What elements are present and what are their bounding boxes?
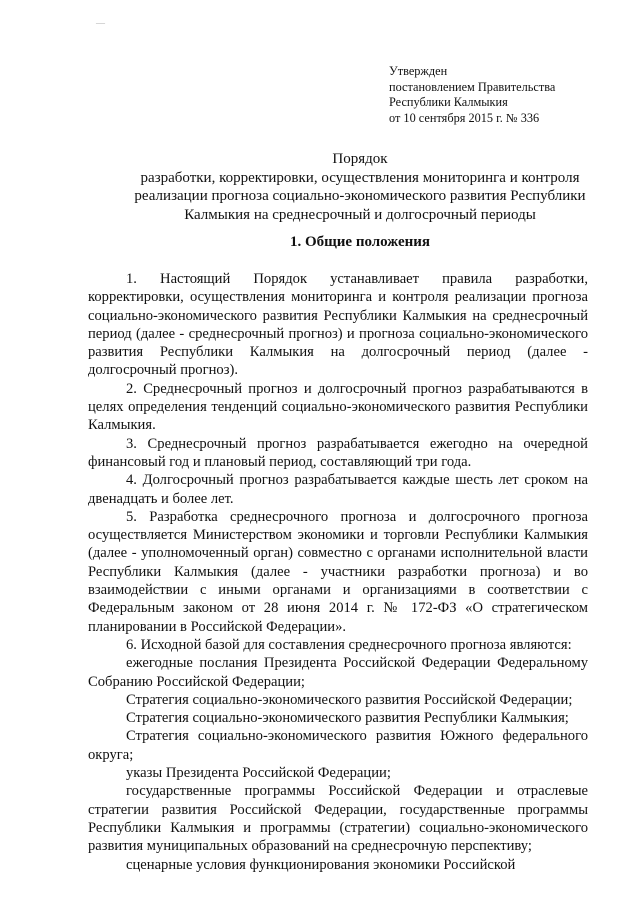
title-line: реализации прогноза социально-экономического развития Республики	[134, 188, 586, 204]
approval-line: Утвержден	[389, 64, 448, 78]
list-item: Стратегия социально-экономического развития Российской Федерации;	[126, 691, 573, 708]
paragraph: 4. Долгосрочный прогноз разрабатывается каждые шесть лет сроком на двенадцать и более лет.	[88, 472, 588, 507]
list-item: указы Президента Российской Федерации;	[126, 765, 391, 782]
list-item: ежегодные послания Президента Российской Федерации Федеральному Собранию Российской Федерации;	[88, 655, 588, 690]
paragraph: 3. Среднесрочный прогноз разрабатывается ежегодно на очередной финансовый год и плановый период, составляющий три года.	[88, 435, 588, 470]
list-item: Стратегия социально-экономического развития Республики Калмыкия;	[126, 710, 569, 727]
document-body	[88, 270, 588, 874]
list-item: сценарные условия функционирования экономики Российской	[126, 856, 516, 873]
approval-block	[389, 64, 629, 126]
list-item: Стратегия социально-экономического развития Южного федерального округа;	[88, 728, 588, 763]
title-line: Порядок	[332, 151, 388, 167]
document-title	[60, 150, 640, 224]
margin-mark: —	[96, 18, 105, 28]
title-line: разработки, корректировки, осуществления мониторинга и контроля	[140, 169, 580, 186]
list-item: государственные программы Российской Федерации и отраслевые стратегии развития Российской Федерации, государственные программы Республики Калмыкия и программы (стратегии) социально-экономического развития муниципальных образований на среднесрочную перспективу;	[88, 783, 588, 855]
paragraph: 1. Настоящий Порядок устанавливает правила разработки, корректировки, осуществления мониторинга и контроля реализации прогноза социально-экономического развития Республики Калмыкия на среднесрочный период (далее - среднесрочный прогноз) и прогноза социально-экономического развития Республики Калмыкия на долгосрочный период (далее - долгосрочный прогноз).	[88, 271, 588, 379]
section-heading: 1. Общие положения	[289, 234, 431, 250]
approval-line: от 10 сентября 2015 г. № 336	[389, 110, 540, 125]
approval-line: постановлением Правительства	[389, 79, 556, 94]
paragraph: 5. Разработка среднесрочного прогноза и долгосрочного прогноза осуществляется Министерством экономики и торговли Республики Калмыкия (далее - уполномоченный орган) совместно с органами исполнительной власти Республики Калмыкия (далее - участники разработки прогноза) и во взаимодействии с иными органами и организациями в соответствии с Федеральным законом от 28 июня 2014 г. № 172-ФЗ «О стратегическом планировании в Российской Федерации».	[88, 508, 588, 635]
approval-line: Республики Калмыкия	[389, 95, 508, 109]
paragraph: 6. Исходной базой для составления среднесрочного прогноза являются:	[126, 636, 572, 653]
title-line: Калмыкия на среднесрочный и долгосрочный периоды	[184, 206, 536, 223]
paragraph: 2. Среднесрочный прогноз и долгосрочный прогноз разрабатываются в целях определения тенденций социально-экономического развития Республики Калмыкия.	[88, 380, 588, 434]
